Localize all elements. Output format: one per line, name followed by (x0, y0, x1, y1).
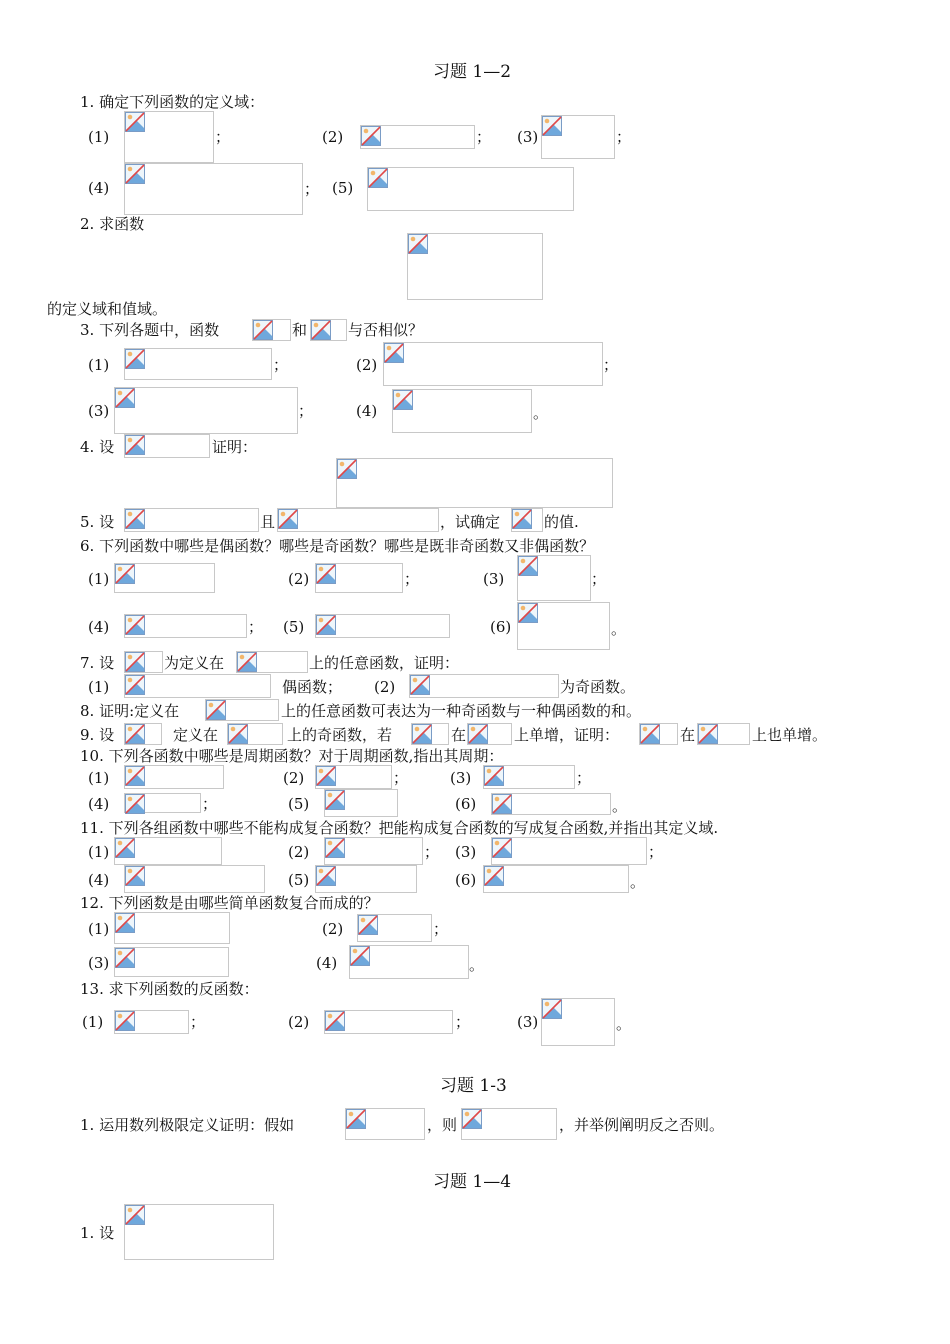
formula-image (124, 434, 210, 458)
broken-image-icon (125, 724, 145, 744)
item-label: (1) (88, 128, 110, 146)
formula-image (227, 723, 283, 745)
item-label: (3) (517, 1013, 539, 1031)
question-6: 6. 下列函数中哪些是偶函数？哪些是奇函数？哪些是既非奇函数又非偶函数？ (80, 537, 595, 555)
formula-image (324, 789, 398, 817)
formula-image (541, 998, 615, 1046)
section-title: 习题 1—4 (433, 1172, 512, 1192)
broken-image-icon (316, 866, 336, 886)
item-label: (5) (288, 795, 310, 813)
formula-image (409, 674, 559, 698)
formula-image (345, 1108, 425, 1140)
question-s2-1-b: ，则 (427, 1116, 458, 1134)
question-11: 11. 下列各组函数中哪些不能构成复合函数？把能构成复合函数的写成复合函数,并指出其定义域. (80, 819, 719, 837)
punct: ； (476, 128, 492, 146)
item-label: (3) (450, 769, 472, 787)
punct: ； (190, 1013, 206, 1031)
broken-image-icon (384, 343, 404, 363)
broken-image-icon (125, 766, 145, 786)
formula-image (483, 765, 575, 789)
question-s3-1: 1. 设 (80, 1224, 115, 1242)
broken-image-icon (228, 724, 248, 744)
question-7-end: 上的任意函数，证明： (309, 654, 460, 672)
broken-image-icon (125, 794, 145, 814)
formula-image (517, 602, 610, 650)
formula-image (411, 723, 449, 745)
broken-image-icon (115, 564, 135, 584)
item-label: (3) (88, 402, 110, 420)
question-9-d: 在 (451, 726, 467, 744)
question-5-end: 的值. (544, 513, 579, 531)
punct: ； (393, 769, 409, 787)
broken-image-icon (325, 838, 345, 858)
broken-image-icon (512, 509, 532, 529)
punct: ； (404, 570, 420, 588)
broken-image-icon (410, 675, 430, 695)
item-label: (2) (288, 1013, 310, 1031)
section-title: 习题 1-3 (440, 1076, 507, 1096)
item-label: (1) (88, 570, 110, 588)
formula-image (315, 865, 417, 893)
item-label: (6) (490, 618, 512, 636)
broken-image-icon (640, 724, 660, 744)
formula-image (483, 865, 629, 893)
formula-image (124, 765, 224, 789)
question-2-end: 的定义域和值域。 (47, 300, 168, 318)
formula-image (124, 723, 162, 745)
broken-image-icon (125, 164, 145, 184)
question-4-end: 证明： (212, 438, 258, 456)
item-label: (2) (288, 843, 310, 861)
item-label: (5) (288, 871, 310, 889)
item-label: (2) (288, 570, 310, 588)
broken-image-icon (125, 675, 145, 695)
broken-image-icon (125, 509, 145, 529)
broken-image-icon (484, 866, 504, 886)
broken-image-icon (311, 320, 331, 340)
broken-image-icon (325, 790, 345, 810)
item-label: (2) (356, 356, 378, 374)
item-label: (3) (483, 570, 505, 588)
question-12: 12. 下列函数是由哪些简单函数复合而成的？ (80, 894, 379, 912)
item-label: (1) (82, 1013, 104, 1031)
section-title: 习题 1—2 (433, 62, 512, 82)
broken-image-icon (115, 913, 135, 933)
broken-image-icon (316, 564, 336, 584)
broken-image-icon (518, 603, 538, 623)
broken-image-icon (125, 435, 145, 455)
broken-image-icon (468, 724, 488, 744)
item-label: (4) (88, 179, 110, 197)
formula-image (511, 508, 543, 532)
question-9: 9. 设 (80, 726, 115, 744)
question-10: 10. 下列各函数中哪些是周期函数？对于周期函数,指出其周期： (80, 747, 504, 765)
formula-image (124, 614, 247, 638)
broken-image-icon (361, 126, 381, 146)
broken-image-icon (253, 320, 273, 340)
item-label: (1) (88, 843, 110, 861)
question-3: 3. 下列各题中，函数 (80, 321, 220, 339)
broken-image-icon (358, 915, 378, 935)
formula-image (114, 387, 298, 434)
punct: 。 (533, 404, 549, 422)
formula-image (310, 319, 347, 341)
punct: ； (603, 356, 619, 374)
question-7: 7. 设 (80, 654, 115, 672)
formula-image (124, 1204, 274, 1260)
item-label: (4) (356, 402, 378, 420)
question-8-end: 上的任意函数可表达为一种奇函数与一种偶函数的和。 (281, 702, 642, 720)
formula-image (349, 945, 469, 979)
formula-image (252, 319, 291, 341)
question-7-part2: 为奇函数。 (560, 678, 636, 696)
question-4: 4. 设 (80, 438, 115, 456)
question-3-and: 和 (292, 321, 308, 339)
broken-image-icon (368, 168, 388, 188)
punct: ； (248, 618, 264, 636)
broken-image-icon (542, 999, 562, 1019)
question-13: 13. 求下列函数的反函数： (80, 980, 259, 998)
item-label: (6) (455, 871, 477, 889)
item-label: (1) (88, 678, 110, 696)
punct: ； (298, 402, 314, 420)
question-5-mid: ，试确定 (440, 513, 501, 531)
item-label: (4) (88, 618, 110, 636)
formula-image (491, 837, 647, 865)
formula-image (324, 1010, 453, 1034)
broken-image-icon (125, 1205, 145, 1225)
punct: ； (648, 843, 664, 861)
formula-image (407, 233, 543, 300)
broken-image-icon (125, 652, 145, 672)
question-9-c: 上的奇函数，若 (287, 726, 393, 744)
punct: ； (591, 570, 607, 588)
punct: 。 (612, 797, 628, 815)
formula-image (114, 912, 230, 944)
formula-image (124, 865, 265, 893)
question-9-f: 在 (680, 726, 696, 744)
item-label: (2) (322, 920, 344, 938)
formula-image (324, 837, 423, 865)
formula-image (124, 651, 163, 673)
formula-image (367, 167, 574, 211)
item-label: (1) (88, 920, 110, 938)
formula-image (315, 765, 392, 789)
question-9-e: 上单增，证明： (514, 726, 620, 744)
punct: ； (304, 180, 320, 198)
formula-image (114, 1010, 189, 1034)
item-label: (3) (455, 843, 477, 861)
question-8: 8. 证明:定义在 (80, 702, 180, 720)
punct: ； (202, 795, 218, 813)
question-1: 1. 确定下列函数的定义域： (80, 93, 265, 111)
formula-image (336, 458, 613, 508)
broken-image-icon (316, 766, 336, 786)
question-2: 2. 求函数 (80, 215, 145, 233)
formula-image (114, 837, 222, 865)
punct: ； (273, 356, 289, 374)
broken-image-icon (125, 349, 145, 369)
formula-image (467, 723, 512, 745)
broken-image-icon (492, 794, 512, 814)
broken-image-icon (237, 652, 257, 672)
question-7-part1: 偶函数； (282, 678, 343, 696)
item-label: (2) (374, 678, 396, 696)
broken-image-icon (518, 556, 538, 576)
broken-image-icon (337, 459, 357, 479)
formula-image (124, 508, 259, 532)
formula-image (124, 163, 303, 215)
formula-image (517, 555, 591, 601)
formula-image (315, 563, 403, 593)
punct: ； (215, 128, 231, 146)
formula-image (383, 342, 603, 386)
question-5: 5. 设 (80, 513, 115, 531)
formula-image (236, 651, 308, 673)
broken-image-icon (125, 112, 145, 132)
formula-image (114, 563, 215, 593)
item-label: (3) (517, 128, 539, 146)
broken-image-icon (542, 116, 562, 136)
punct: ； (576, 769, 592, 787)
item-label: (5) (332, 179, 354, 197)
formula-image (315, 614, 450, 638)
broken-image-icon (206, 700, 226, 720)
question-3-end: 与否相似？ (348, 321, 424, 339)
punct: 。 (616, 1015, 632, 1033)
formula-image (639, 723, 678, 745)
punct: ； (455, 1013, 471, 1031)
item-label: (4) (316, 954, 338, 972)
formula-image (124, 111, 214, 163)
punct: ； (424, 843, 440, 861)
item-label: (3) (88, 954, 110, 972)
broken-image-icon (125, 866, 145, 886)
formula-image (392, 389, 532, 433)
broken-image-icon (492, 838, 512, 858)
item-label: (2) (283, 769, 305, 787)
item-label: (1) (88, 769, 110, 787)
formula-image (697, 723, 750, 745)
broken-image-icon (408, 234, 428, 254)
broken-image-icon (698, 724, 718, 744)
formula-image (124, 348, 272, 380)
formula-image (491, 793, 611, 815)
broken-image-icon (393, 390, 413, 410)
formula-image (114, 947, 229, 977)
broken-image-icon (484, 766, 504, 786)
formula-image (205, 699, 279, 721)
formula-image (461, 1108, 557, 1140)
broken-image-icon (125, 615, 145, 635)
broken-image-icon (350, 946, 370, 966)
question-7-mid: 为定义在 (164, 654, 225, 672)
broken-image-icon (325, 1011, 345, 1031)
broken-image-icon (115, 948, 135, 968)
item-label: (2) (322, 128, 344, 146)
broken-image-icon (462, 1109, 482, 1129)
punct: ； (616, 128, 632, 146)
item-label: (4) (88, 871, 110, 889)
question-9-b: 定义在 (173, 726, 219, 744)
question-s2-1-c: ，并举例阐明反之否则。 (559, 1116, 725, 1134)
punct: 。 (611, 620, 627, 638)
punct: 。 (469, 956, 485, 974)
punct: 。 (630, 873, 646, 891)
broken-image-icon (115, 838, 135, 858)
broken-image-icon (115, 1011, 135, 1031)
question-9-g: 上也单增。 (752, 726, 828, 744)
question-5-and: 且 (260, 513, 276, 531)
formula-image (124, 674, 271, 698)
question-s2-1: 1. 运用数列极限定义证明：假如 (80, 1116, 295, 1134)
broken-image-icon (115, 388, 135, 408)
broken-image-icon (346, 1109, 366, 1129)
formula-image (360, 125, 475, 149)
item-label: (4) (88, 795, 110, 813)
broken-image-icon (278, 509, 298, 529)
broken-image-icon (412, 724, 432, 744)
formula-image (541, 115, 615, 159)
item-label: (1) (88, 356, 110, 374)
formula-image (124, 793, 201, 813)
formula-image (277, 508, 439, 532)
item-label: (5) (283, 618, 305, 636)
formula-image (357, 914, 432, 942)
broken-image-icon (316, 615, 336, 635)
item-label: (6) (455, 795, 477, 813)
punct: ； (433, 920, 449, 938)
